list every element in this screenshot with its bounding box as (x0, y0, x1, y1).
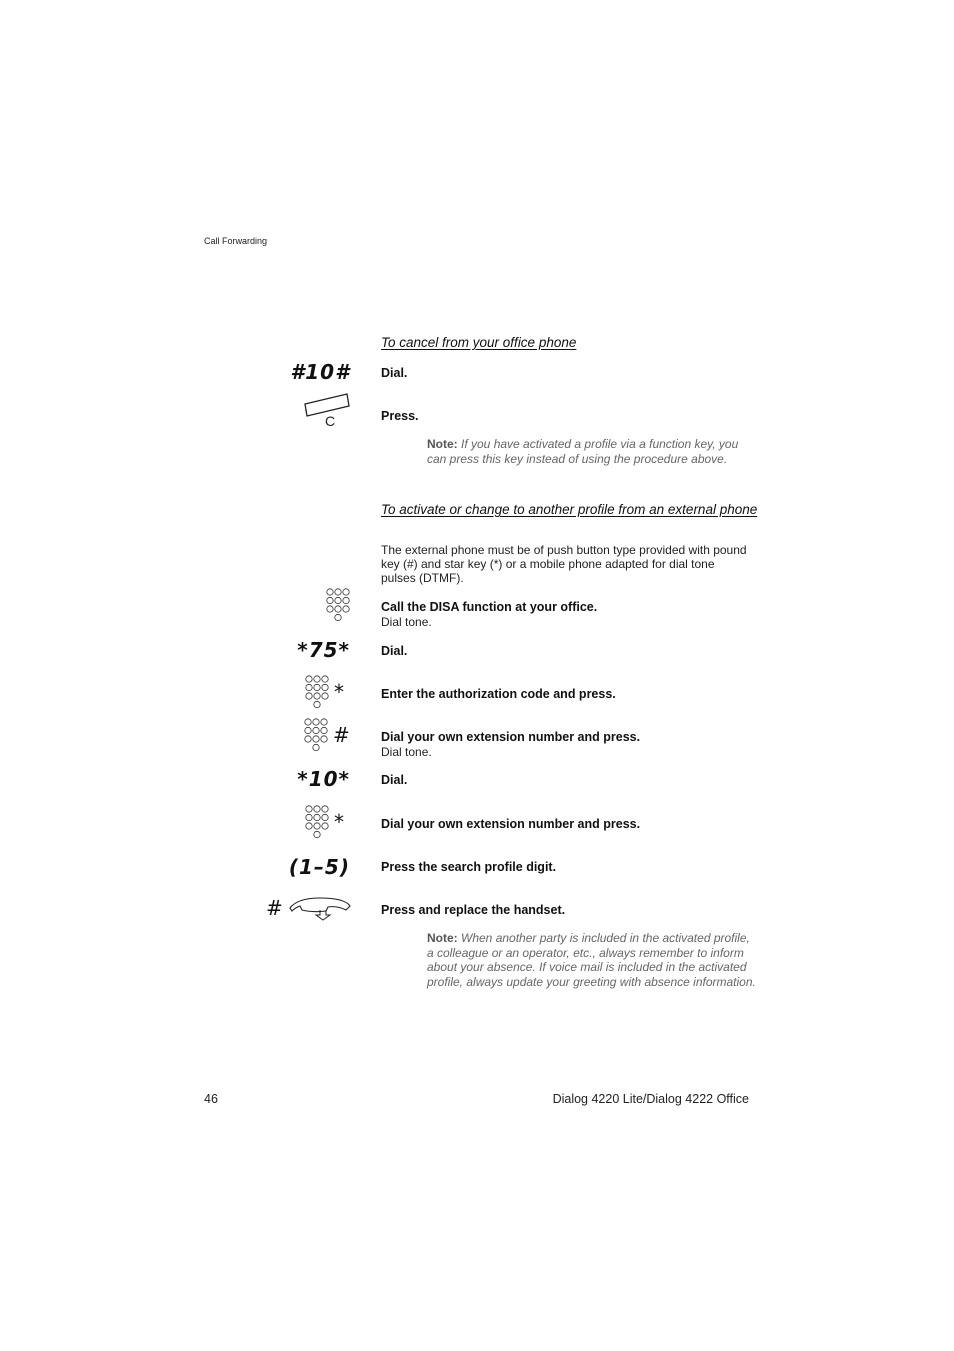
keypad-icon (305, 805, 329, 839)
keypad-key (327, 597, 333, 603)
keypad-key (321, 736, 327, 742)
keypad-key (305, 727, 311, 733)
activate-note (427, 931, 757, 989)
code-profile-digit: (1–5) (288, 855, 350, 879)
keypad-key (321, 727, 327, 733)
keypad-key (335, 597, 341, 603)
step-call-disa-sub: Dial tone. (381, 615, 432, 629)
clear-key-letter: C (325, 413, 336, 429)
keypad-key (306, 693, 312, 699)
keypad-key (322, 806, 328, 812)
keypad-key (322, 814, 328, 820)
step-enter-auth: Enter the authorization code and press. (381, 687, 616, 701)
keypad-key (327, 606, 333, 612)
star-key-symbol: * (334, 680, 344, 704)
code-hash-10-hash: #10# (290, 360, 350, 384)
note-text: If you have activated a profile via a function key, you can press this key instead of using the procedure above. (427, 437, 739, 466)
keypad-key (335, 606, 341, 612)
step-dial-extension-2: Dial your own extension number and press. (381, 817, 641, 831)
keypad-key (314, 806, 320, 812)
keypad-key (314, 693, 320, 699)
activate-heading: To activate or change to another profile from an external phone (381, 502, 758, 517)
keypad-key (306, 823, 312, 829)
product-name: Dialog 4220 Lite/Dialog 4222 Office (552, 1092, 749, 1106)
hash-key-symbol: # (266, 896, 283, 920)
code-star-10-star: *10* (297, 767, 350, 791)
keypad-key (327, 589, 333, 595)
step-dial-1: Dial. (381, 366, 408, 380)
keypad-key (314, 814, 320, 820)
hash-key-symbol: # (333, 723, 350, 747)
cancel-heading: To cancel from your office phone (381, 335, 577, 350)
keypad-key (322, 684, 328, 690)
keypad-key (313, 736, 319, 742)
keypad-key (314, 831, 320, 837)
keypad-key (335, 589, 341, 595)
keypad-key (306, 684, 312, 690)
keypad-key (306, 814, 312, 820)
keypad-key (313, 727, 319, 733)
step-dial-extension-1-sub: Dial tone. (381, 745, 432, 759)
step-replace-handset: Press and replace the handset. (381, 903, 566, 917)
keypad-key (306, 676, 312, 682)
keypad-key (305, 719, 311, 725)
keypad-key (343, 606, 349, 612)
keypad-key (305, 736, 311, 742)
handset-replace-icon (288, 896, 352, 920)
code-star-75-star: *75* (297, 638, 350, 662)
keypad-key (322, 676, 328, 682)
step-press-profile-digit: Press the search profile digit. (381, 860, 557, 874)
keypad-icon (304, 718, 328, 752)
note-label: Note: (427, 931, 458, 945)
step-dial-extension-1: Dial your own extension number and press. (381, 730, 641, 744)
keypad-key (335, 614, 341, 620)
keypad-key (314, 823, 320, 829)
star-key-symbol: * (334, 810, 344, 834)
keypad-key (322, 823, 328, 829)
keypad-key (343, 589, 349, 595)
step-dial-2: Dial. (381, 644, 408, 658)
note-text: When another party is included in the activated profile, a colleague or an operator, etc., always remember to inform about your absence. If voice mail is included in the activated profile, always update your greeting with absence information. (427, 931, 756, 989)
keypad-key (306, 806, 312, 812)
keypad-key (313, 719, 319, 725)
keypad-key (313, 744, 319, 750)
keypad-key (322, 693, 328, 699)
keypad-icon (305, 675, 329, 709)
cancel-note (427, 437, 757, 466)
step-call-disa: Call the DISA function at your office. (381, 600, 598, 614)
note-label: Note: (427, 437, 458, 451)
keypad-key (314, 684, 320, 690)
keypad-key (343, 597, 349, 603)
keypad-key (314, 676, 320, 682)
keypad-icon (326, 588, 350, 622)
running-head: Call Forwarding (204, 236, 268, 246)
keypad-key (314, 701, 320, 707)
keypad-key (321, 719, 327, 725)
step-dial-3: Dial. (381, 773, 408, 787)
step-press: Press. (381, 409, 419, 423)
page-number: 46 (204, 1092, 218, 1106)
activate-intro: The external phone must be of push button type provided with pound key (#) and star key (*) or a mobile phone adapted for dial tone pulses (DTMF). (381, 543, 747, 585)
